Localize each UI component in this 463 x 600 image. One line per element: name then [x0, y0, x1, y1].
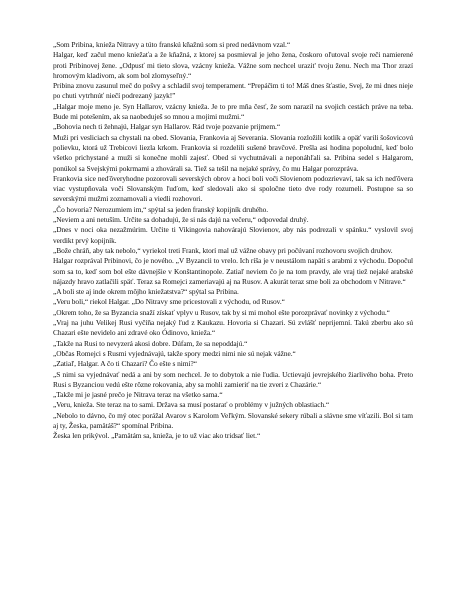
- paragraph: Halgar rozprával Pribinovi, čo je nového. „V Byzancii to vrelo. Ich ríša je v neustálom napätí s arabmi z východu. Dopočul som sa to, keď som bol ešte dávnejšie v Konštantinopole. Zatiaľ neviem čo je na tom pravdy, ale vraj tiež nejaké arabské nájazdy hravo zatlačili späť. Teraz sa Romejci zameriavajú aj na Rusov. A akurát teraz sme boli za obchodom v Nitrave.“: [53, 256, 413, 286]
- paragraph: „Veru boli,“ riekol Halgar. „Do Nitravy sme pricestovali z východu, od Rusov.“: [53, 297, 285, 307]
- paragraph: „Nebolo to dávno, čo mý otec porážal Avarov s Karolom Veľkým. Slovanské sekery rúbali a slávne sme víťazili. Bol si tam aj ty, Žeska, pamätáš?“ spomínal Pribina.: [53, 410, 413, 430]
- paragraph: „Vraj na juhu Velikej Rusi vyčíňa nejaký ľud z Kaukazu. Hovoria si Chazari. Sú zvlášť neprijemní. Takú zberbu ako sú Chazari ešte nevidelo ani zdravé oko Ódinovo, knieža.“: [53, 318, 413, 338]
- paragraph: „Veru, knieža. Ste teraz na to sami. Država sa musí postarať o problémy v južných oblastiach.“: [53, 400, 330, 410]
- paragraph: „Čo hovoria? Nerozumiem im,“ spýtal sa jeden franský kopijník druhého.: [53, 204, 269, 214]
- paragraph: Pribina znovu zasunul meč do pošvy a schladil svoj temperament. “Prepáčim ti to! Máš dnes šťastie, Svej, že mi dnes nieje po chuti vytrhnúť niečí podrezaný jazyk!”: [53, 81, 413, 101]
- paragraph: „Takže mi je jasné prečo je Nitrava teraz na všetko sama.“: [53, 390, 223, 400]
- paragraph: „Halgar moje meno je. Syn Hallarov, vzácny knieža. Je to pre mňa česť, že som narazil na svojich cestách práve na teba. Bude mi potešením, ak sa naobeduješ so mnou a mojimi mužmi.“: [53, 101, 413, 122]
- paragraph: „Dnes v noci oka nezažmúrim. Určite ti Vikingovia nahovárajú Slovienov, aby nás podrezali v spánku.“ vyslovil svoj verdikt prvý kopijník.: [53, 225, 413, 245]
- paragraph: „Zatiaľ, Halgar. A čo ti Chazari? Čo ešte s nimi?“: [53, 359, 197, 369]
- paragraph: „Takže na Rusi to nevyzerá akosi dobre. Dúfam, že sa nepoddajú.“: [53, 338, 248, 348]
- paragraph: Frankovia sice neďôveryhodne pozorovali severských obrov a hoci boli voči Slovienom podozrievaví, tak sa ich neďôvera viac vystupňovala voči Slovanským ľuďom, keď sledovali ako si spoločne tieto dve rody rozumeli. Postupne sa so severskými mužmi zoznamovali a viedli rozhovori.: [53, 173, 413, 204]
- paragraph: „Okrem toho, že sa Byzancia snaží získať vplyv u Rusov, tak by si mi mohol ešte porozprávať novinky z východu.“: [53, 307, 390, 317]
- paragraph: Žeska len prikývol. „Pamätám sa, knieža, je to už viac ako tridsať liet.“: [53, 431, 261, 441]
- paragraph: „Som Pribina, knieža Nitravy a túto franskú kňažnú som si pred nedávnom vzal.“: [53, 40, 291, 49]
- paragraph: „Neviem a ani netuším. Určite sa dohadujú, že si nás dajú na večeru,“ odpovedal druhý.: [53, 215, 309, 225]
- paragraph: Muži pri vesliciach sa chystali na obed. Slovania, Frankovia aj Severania. Slovania rozložili kotlík a opäť varili šošovicovú polievku, ktorá už Trebicovi liezla krkom. Frankovia si rozdelili sušené bravčové. Prešla asi hodina popoludní, keď bolo všetko prichystané a muži si konečne mohli zajesť. Obed si vychutnávali a neponáhľali sa. Pribina sedel s Halgarom, ponúkol sa Svejskými pokrmami a zhovárali sa. Tiež sa tešil na nejaké správy, čo mu Halgar porozpráva.: [53, 132, 413, 173]
- paragraph: „Občas Romejci s Rusmi vyjednávajú, takže spory medzi nimi nie sú nejak vážne.“: [53, 348, 296, 358]
- paragraph: „Bohovia nech ti žehnajú, Halgar syn Hallarov. Rád tvoje pozvanie prijmem.“: [53, 122, 281, 132]
- document-body: [53, 40, 413, 442]
- paragraph: „A boli ste aj inde okrem môjho kniežatstva?“ spýtal sa Pribina.: [53, 287, 239, 297]
- paragraph: „Bože chráň, aby tak nebolo,“ vyriekol treti Frank, ktorí mal už vážne obavy pri počúvaní rozhovoru svojich druhov.: [53, 245, 393, 255]
- paragraph: „S nimi sa vyjednávať nedá a ani by som nechcel. Je to dobytok a nie ľudia. Uctievajú jevrejského žiarlivého boha. Preto Rusi s Byzanciou vedú ešte rôzne rokovania, aby sa mohli zamieriť na tie zveri z Chazárie.“: [53, 369, 413, 389]
- paragraph: Halgar, keď začul meno kniežaťa a že kňažná, z ktorej sa posmieval je jeho žena, čoskoro oľutoval svoje reči namierené proti Pribinovej žene. „Odpusť mi tieto slova, vzácny knieža. Vážne som nechcel urazit' tvoju ženu. Nech ma Thor zrazí hromovým kladivom, ak som bol zlomyseľný.“: [53, 50, 413, 80]
